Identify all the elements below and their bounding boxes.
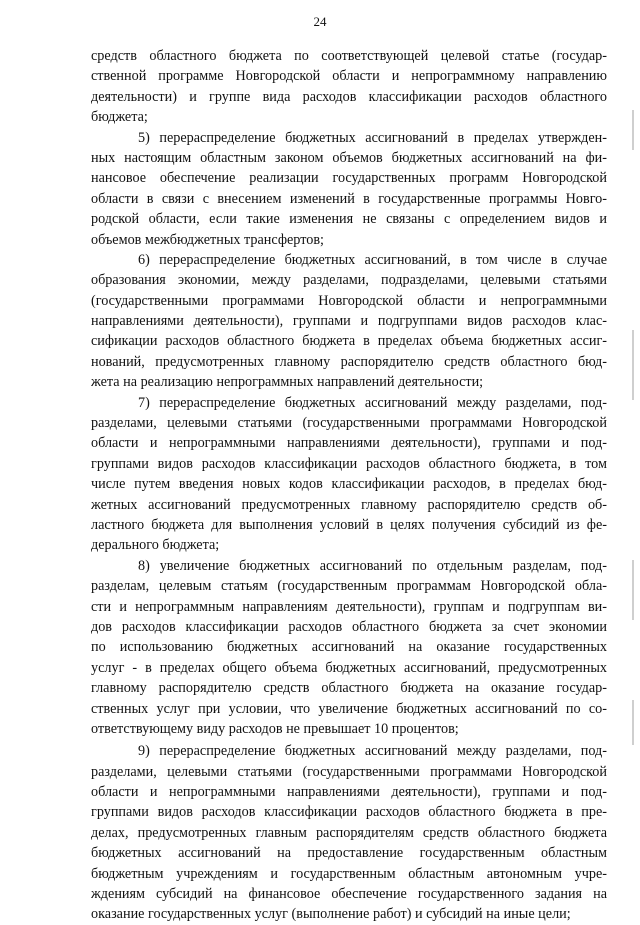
text-line: числе путем введения новых кодов классификации расходов, в пределах бюд-	[91, 476, 607, 493]
text-line: нований, предусмотренных главному распорядителю средств областного бюд-	[91, 353, 607, 370]
text-line: 6) перераспределение бюджетных ассигнований, в том числе в случае	[138, 251, 607, 268]
text-line: жетных ассигнований предусмотренных главному распорядителю средств об-	[91, 496, 607, 513]
text-line: сификации расходов областного бюджета в пределах объема бюджетных ассиг-	[91, 333, 607, 350]
scan-edge-mark	[632, 330, 634, 400]
text-line: образования экономии, между разделами, подразделами, целевыми статьями	[91, 272, 607, 289]
text-line: дов расходов классификации расходов областного бюджета за счет экономии	[91, 618, 607, 635]
scan-edge-mark	[632, 700, 634, 745]
text-line: услуг - в пределах общего объема бюджетных ассигнований, предусмотренных	[91, 659, 607, 676]
text-line: области в связи с внесением изменений в государственные программы Новго-	[91, 190, 607, 207]
text-line: области и непрограммными направлениями деятельности), группами и под-	[91, 784, 607, 801]
text-line: объемов межбюджетных трансфертов;	[91, 231, 324, 248]
text-line: направлениями деятельности), группами и подгруппами видов расходов клас-	[91, 313, 607, 330]
text-line: ственной программе Новгородской области и непрограммному направлению	[91, 68, 607, 85]
text-line: делах, предусмотренных главным распорядителям средств областного бюджета	[91, 824, 607, 841]
text-line: 9) перераспределение бюджетных ассигнований между разделами, под-	[138, 743, 607, 760]
text-line: главному распорядителю средств областного бюджета на оказание государ-	[91, 680, 607, 697]
text-line: бюджета;	[91, 109, 148, 126]
text-line: ластного бюджета для выполнения условий в целях получения субсидий из фе-	[91, 516, 607, 533]
text-line: бюджетных ассигнований на предоставление государственным областным	[91, 845, 607, 862]
text-line: по использованию бюджетных ассигнований на оказание государственных	[91, 639, 607, 656]
text-line: нансовое обеспечение реализации государственных программ Новгородской	[91, 170, 607, 187]
text-line: (государственными программами Новгородской области и непрограммными	[91, 292, 607, 309]
text-line: родской области, если такие изменения не связаны с определением видов и	[91, 211, 607, 228]
text-line: 7) перераспределение бюджетных ассигнований между разделами, под-	[138, 394, 607, 411]
text-line: области и непрограммными направлениями деятельности), группами и под-	[91, 435, 607, 452]
scan-edge-mark	[632, 110, 634, 150]
text-line: оказание государственных услуг (выполнение работ) и субсидий на иные цели;	[91, 906, 571, 923]
text-line: разделам, целевым статьям (государственным программам Новгородской обла-	[91, 578, 607, 595]
text-line: жета на реализацию непрограммных направлений деятельности;	[91, 374, 484, 391]
text-line: ждениям субсидий на финансовое обеспечение государственного задания на	[91, 886, 607, 903]
document-body	[91, 46, 607, 925]
text-line: 8) увеличение бюджетных ассигнований по отдельным разделам, под-	[138, 557, 607, 574]
text-line: 5) перераспределение бюджетных ассигнований в пределах утвержден-	[138, 129, 607, 146]
text-line: ответствующему виду расходов не превышает 10 процентов;	[91, 720, 459, 737]
text-line: разделами, целевыми статьями (государственными программами Новгородской	[91, 415, 607, 432]
page-number: 24	[313, 14, 327, 29]
text-line: группами видов расходов классификации расходов областного бюджета, в том	[91, 455, 607, 472]
text-line: средств областного бюджета по соответствующей целевой статье (государ-	[91, 48, 607, 64]
text-line: ных настоящим областным законом объемов бюджетных ассигнований на фи-	[91, 149, 607, 166]
text-line: дерального бюджета;	[91, 537, 220, 554]
scan-edge-mark	[632, 560, 634, 620]
text-line: группами видов расходов классификации расходов областного бюджета в пре-	[91, 804, 607, 821]
text-line: сти и непрограммным направлениям деятельности), группам и подгруппам ви-	[91, 598, 607, 615]
text-line: бюджетным учреждениям и государственным областным автономным учре-	[91, 865, 607, 882]
text-line: ственных услуг при условии, что увеличение бюджетных ассигнований по со-	[91, 700, 607, 717]
text-line: деятельности) и группе вида расходов классификации расходов областного	[91, 88, 607, 105]
text-line: разделами, целевыми статьями (государственными программами Новгородской	[91, 763, 607, 780]
